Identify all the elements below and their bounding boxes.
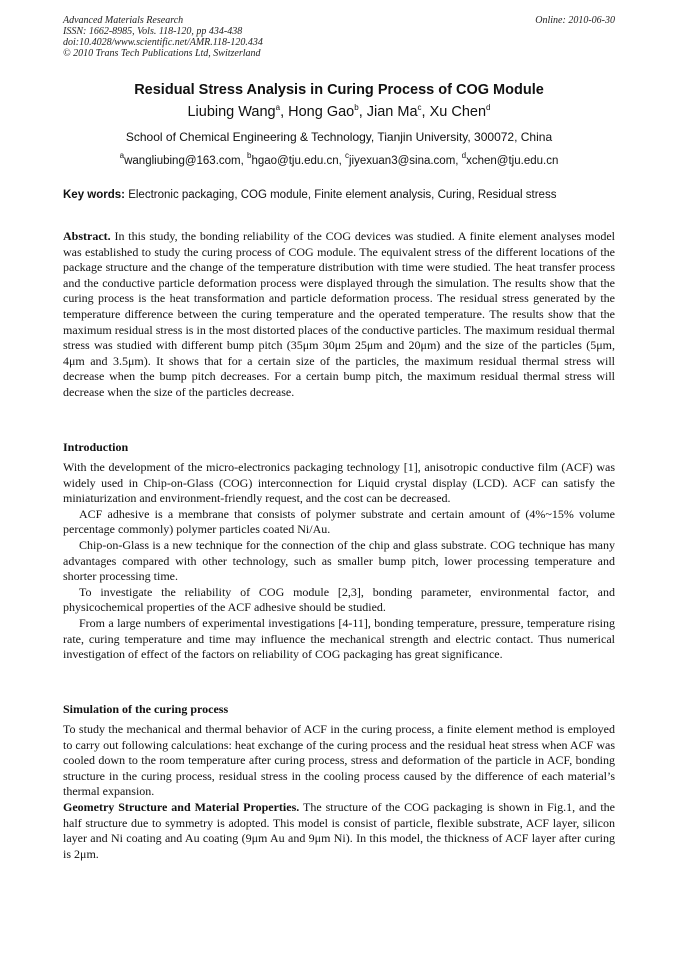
paragraph: With the development of the micro-electronics packaging technology [1], anisotropic conductive film (ACF) was widely used in Chip-on-Glass (COG) interconnection for Liquid crystal display (LCD). ACF can satisfy the miniaturization and environment-friendly request, and the cost can be decreased. — [63, 460, 615, 506]
author-name: Jian Ma — [366, 104, 418, 120]
author-sup: b — [354, 103, 359, 112]
subsection-label: Geometry Structure and Material Properties. — [63, 799, 300, 814]
subsection-text: The structure of the COG packaging is shown in Fig.1, and the half structure due to symmetry is adopted. This model is consist of particle, flexible substrate, ACF layer, silicon layer and Ni coating and Au coating (9μm Au and 9μm Ni). In this model, the thickness of ACF layer after curing is 2μm. — [63, 799, 615, 861]
email-list: $^a$wangliubing@163.com, $^b$hgao@tju.edu.cn, $^c$jiyexuan3@sina.com, $^d$xchen@tju.edu.cn — [119, 151, 559, 167]
introduction-heading: Introduction — [63, 440, 129, 454]
keywords-label: Key words: — [63, 189, 125, 201]
introduction-body — [63, 460, 615, 663]
abstract-label: Abstract. — [63, 229, 111, 243]
author-list: Liubing Wang$^a$, Hong Gao$^b$, Jian Ma$^c$, Xu Chen$^d$ — [187, 103, 491, 120]
author-name: Xu Chen — [429, 104, 487, 120]
simulation-heading: Simulation of the curing process — [63, 702, 229, 716]
email-sup: b — [247, 151, 252, 160]
online-date: Online: 2010-06-30 — [535, 15, 615, 26]
issn: ISSN: 1662-8985, Vols. 118-120, pp 434-438 — [63, 26, 243, 37]
paragraph: Chip-on-Glass is a new technique for the connection of the chip and glass substrate. COG technique has many advantages compared with other technology, such as smaller bump pitch, lower processing temperature and shorter processing time. — [63, 537, 615, 584]
author-name: Hong Gao — [288, 104, 355, 120]
author-sup: c — [417, 103, 422, 112]
email-address: hgao@tju.edu.cn — [251, 155, 339, 167]
email-address: xchen@tju.edu.cn — [466, 155, 559, 167]
email-address: wangliubing@163.com — [124, 155, 241, 167]
author-sup: d — [486, 103, 491, 112]
affiliation: School of Chemical Engineering & Technology, Tianjin University, 300072, China — [125, 130, 553, 144]
email-sup: a — [119, 151, 125, 160]
paragraph: To study the mechanical and thermal behavior of ACF in the curing process, a finite element method is employed to carry out following calculations: heat exchange of the curing process and the residual heat stress when ACF was cooled down to the room temperature after curing process, stress and deformation of the particle in ACF, bonding structure in the curing process, residual stress in the cooling process caused by the difference of each material’s thermal expansion. — [63, 722, 615, 799]
author-sup: a — [275, 103, 281, 112]
email-sup: c — [345, 151, 349, 160]
copyright: © 2010 Trans Tech Publications Ltd, Switzerland — [63, 48, 261, 59]
simulation-body — [63, 722, 615, 862]
paper-title: Residual Stress Analysis in Curing Process of COG Module — [134, 82, 544, 98]
journal-header — [63, 15, 615, 59]
paragraph: ACF adhesive is a membrane that consists of polymer substrate and certain amount of (4%~15% volume percentage commonly) polymer particles coated Ni/Au. — [63, 506, 615, 537]
keywords-text: Electronic packaging, COG module, Finite element analysis, Curing, Residual stress — [128, 189, 557, 201]
paragraph: To investigate the reliability of COG module [2,3], bonding parameter, environmental factor, and physicochemical properties of the ACF adhesive should be studied. — [63, 584, 615, 615]
email-address: jiyexuan3@sina.com — [349, 155, 456, 167]
abstract-text: In this study, the bonding reliability of the COG devices was studied. A finite element analyses model was established to study the curing process of COG module. The equivalent stress of the different locations of the package structure and the change of the temperature distribution with time were studied. The heat transfer process and the conductive particle deformation process were displayed through the simulation. The results show that the curing process is the heat transformation and particle deformation process. The residual stress generated by the temperature difference between the curing temperature and the operated temperature. The results show that the maximum residual stress is in the most distorted places of the conductive particles. The maximum residual thermal stress was studied with different bump pitch (35μm 30μm 25μm and 20μm) and the size of the particles (5μm, 4μm and 3.5μm). It shows that for a certain size of the particles, the maximum residual thermal stress will decrease when the bump pitch decreases. For a certain bump pitch, the maximum residual thermal stress will decrease when the size of the particles decrease. — [63, 229, 615, 399]
paragraph — [63, 800, 615, 862]
doi: doi:10.4028/www.scientific.net/AMR.118-120.434 — [63, 37, 263, 48]
journal-name: Advanced Materials Research — [63, 15, 184, 26]
email-sup: d — [461, 151, 467, 160]
author-name: Liubing Wang — [187, 104, 276, 120]
paragraph: From a large numbers of experimental investigations [4-11], bonding temperature, pressure, temperature rising rate, curing temperature and time may influence the mechanical strength and electric contact. Thus numerical investigation of effect of the factors on reliability of COG packaging has great significance. — [63, 615, 615, 662]
abstract — [63, 229, 615, 401]
keywords — [63, 189, 615, 201]
